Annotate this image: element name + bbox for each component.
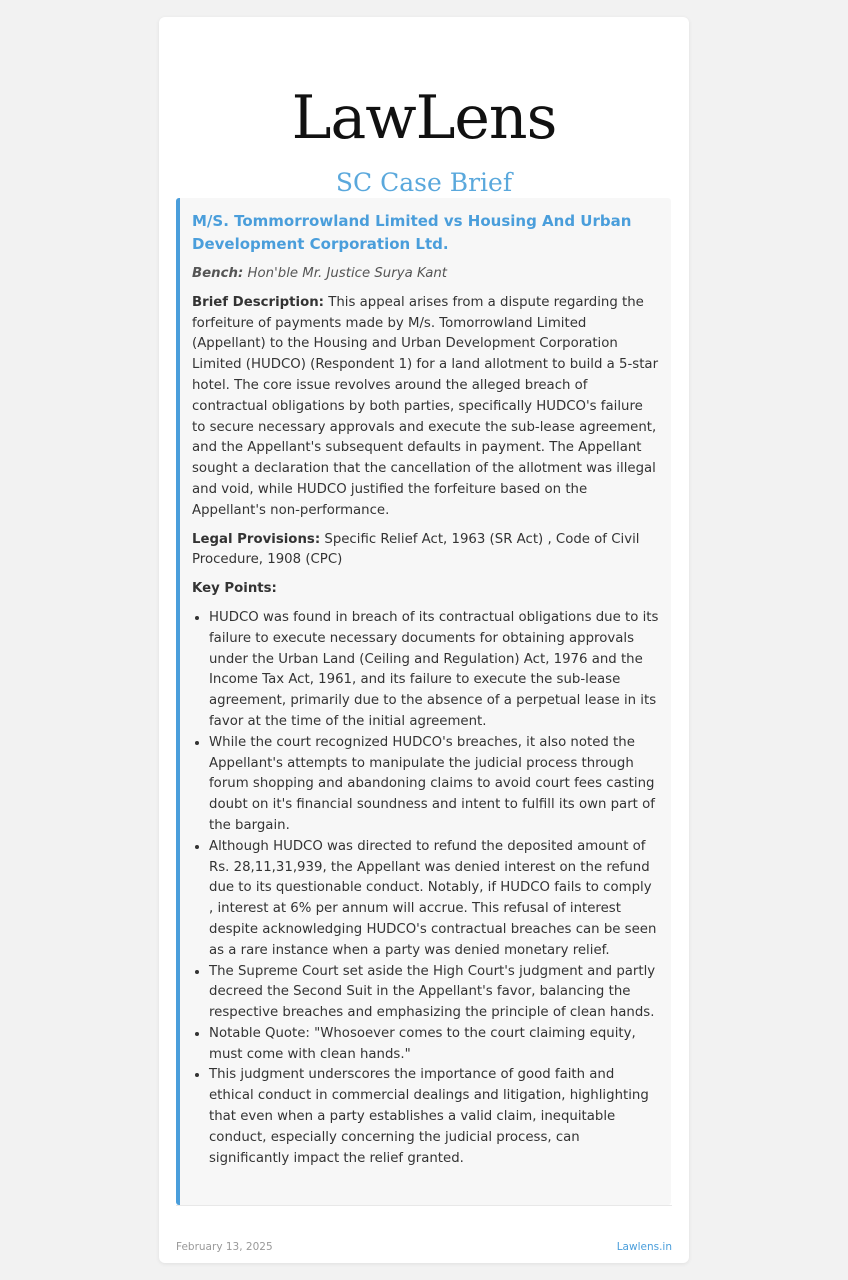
bench-value: Hon'ble Mr. Justice Surya Kant bbox=[247, 266, 447, 281]
brief-card bbox=[159, 17, 689, 1263]
footer-date: February 13, 2025 bbox=[176, 1241, 273, 1253]
list-item: • This judgment underscores the importance of good faith and ethical conduct in commercial dealings and litigation, highlighting that even when a party establishes a valid claim, inequitable conduct, especially concerning the judicial process, can significantly impact the relief granted. bbox=[209, 1065, 659, 1169]
case-title: M/S. Tommorrowland Limited vs Housing And Urban Development Corporation Ltd. bbox=[192, 212, 632, 253]
list-item: • The Supreme Court set aside the High Court's judgment and partly decreed the Second Suit in the Appellant's favor, balancing the respective breaches and emphasizing the principle of clean hands. bbox=[209, 962, 659, 1024]
page-subtitle: SC Case Brief bbox=[335, 168, 513, 197]
description-label: Brief Description: bbox=[192, 294, 325, 310]
brand-logo: LawLens bbox=[291, 83, 557, 153]
list-item: • HUDCO was found in breach of its contractual obligations due to its failure to execute necessary documents for obtaining approvals under the Urban Land (Ceiling and Regulation) Act, 1976 and the Income Tax Act, 1961, and its failure to execute the sub-lease agreement, primarily due to the absence of a perpetual lease in its favor at the time of the initial agreement. bbox=[209, 608, 659, 733]
provisions-text: Specific Relief Act, 1963 (SR Act) , Code of Civil Procedure, 1908 (CPC) bbox=[192, 531, 640, 568]
provisions-label: Legal Provisions: bbox=[192, 531, 321, 547]
brief-description bbox=[192, 293, 659, 522]
bench-line bbox=[192, 264, 659, 285]
description-text: This appeal arises from a dispute regarding the forfeiture of payments made by M/s. Tomorrowland Limited (Appellant) to the Housing and Urban Development Corporation Limited (HUDCO) (Respondent 1) for a land allotment to build a 5-star hotel. The core issue revolves around the alleged breach of contractual obligations by both parties, specifically HUDCO's failure to secure necessary approvals and execute the sub-lease agreement, and the Appellant's subsequent defaults in payment. The Appellant sought a declaration that the cancellation of the allotment was illegal and void, while HUDCO justified the forfeiture based on the Appellant's non-performance. bbox=[192, 294, 659, 518]
bench-label: Bench: bbox=[192, 266, 244, 281]
key-points-heading bbox=[192, 579, 659, 600]
key-points-list bbox=[192, 608, 659, 1170]
key-points-label: Key Points: bbox=[192, 581, 277, 597]
list-item: • While the court recognized HUDCO's breaches, it also noted the Appellant's attempts to manipulate the judicial process through forum shopping and abandoning claims to avoid court fees casting doubt on it's financial soundness and intent to fulfill its own part of the bargain. bbox=[209, 733, 659, 837]
list-item: • Notable Quote: "Whosoever comes to the court claiming equity, must come with clean hands." bbox=[209, 1024, 659, 1066]
footer-divider bbox=[176, 1205, 672, 1206]
legal-provisions bbox=[192, 530, 659, 572]
list-item: • Although HUDCO was directed to refund the deposited amount of Rs. 28,11,31,939, the Appellant was denied interest on the refund due to its questionable conduct. Notably, if HUDCO fails to comply , interest at 6% per annum will accrue. This refusal of interest despite acknowledging HUDCO's contractual breaches can be seen as a rare instance when a party was denied monetary relief. bbox=[209, 837, 659, 962]
case-brief-panel bbox=[176, 198, 671, 1205]
footer-site-link[interactable]: Lawlens.in bbox=[616, 1241, 672, 1253]
